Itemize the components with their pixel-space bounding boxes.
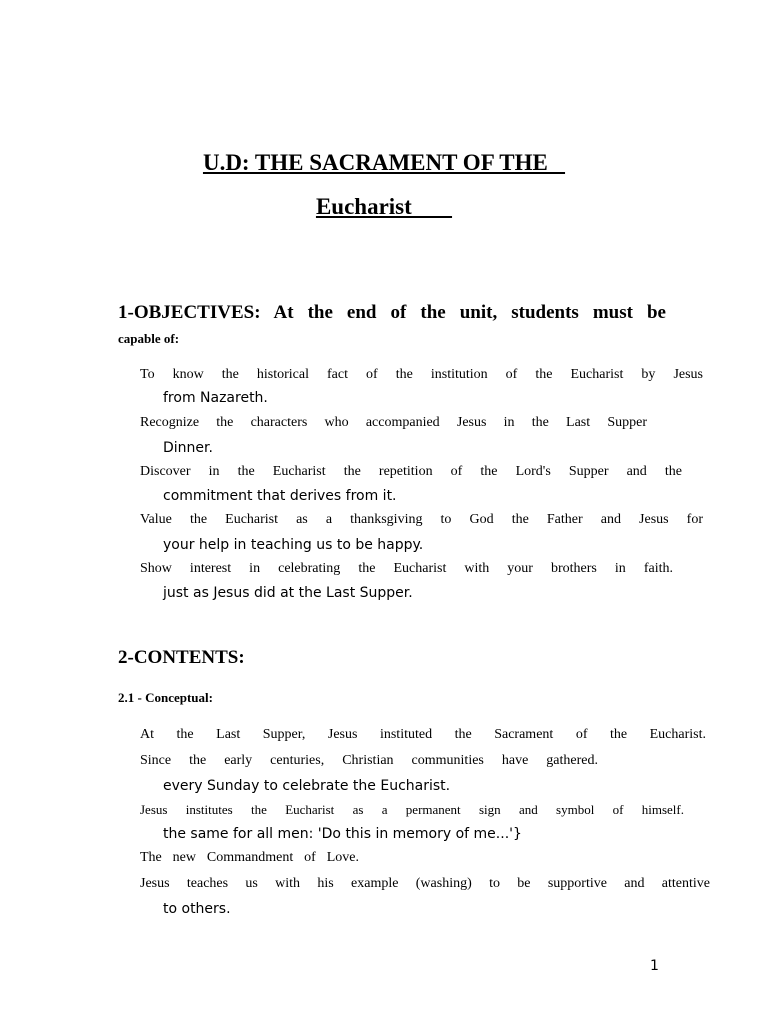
objective-4-line-2: your help in teaching us to be happy. xyxy=(163,537,424,553)
content-line-4: Jesus institutes the Eucharist as a permanent sign and symbol of himself. xyxy=(140,802,684,817)
document-title-line-1: U.D: THE SACRAMENT OF THE xyxy=(202,150,566,175)
conceptual-subheading: 2.1 - Conceptual: xyxy=(118,690,213,705)
objectives-heading: 1-OBJECTIVES: At the end of the unit, students must be xyxy=(118,302,666,323)
objective-3-line-1: Discover in the Eucharist the repetition of the Lord's Supper and the xyxy=(140,464,682,479)
content-line-2: Since the early centuries, Christian communities have gathered. xyxy=(140,753,598,768)
objective-5-line-2: just as Jesus did at the Last Supper. xyxy=(163,585,413,601)
document-title-line-2: Eucharist xyxy=(315,194,453,219)
contents-heading: 2-CONTENTS: xyxy=(118,647,245,668)
content-line-8: to others. xyxy=(163,901,231,917)
content-line-6: The new Commandment of Love. xyxy=(140,850,359,865)
objective-2-line-2: Dinner. xyxy=(163,440,213,456)
objective-3-line-2: commitment that derives from it. xyxy=(163,488,397,504)
content-line-3: every Sunday to celebrate the Eucharist. xyxy=(163,778,451,794)
page-number: 1 xyxy=(650,958,659,974)
objective-2-line-1: Recognize the characters who accompanied Jesus in the Last Supper xyxy=(140,415,647,430)
content-line-7: Jesus teaches us with his example (washing) to be supportive and attentive xyxy=(140,876,710,891)
objective-5-line-1: Show interest in celebrating the Eucharist with your brothers in faith. xyxy=(140,561,673,576)
content-line-1: At the Last Supper, Jesus instituted the Sacrament of the Eucharist. xyxy=(140,727,706,742)
content-line-5: the same for all men: 'Do this in memory of me...'} xyxy=(163,826,522,842)
objective-1-line-2: from Nazareth. xyxy=(163,390,268,406)
objective-1-line-1: To know the historical fact of the institution of the Eucharist by Jesus xyxy=(140,367,703,382)
objectives-heading-continuation: capable of: xyxy=(118,331,180,346)
objective-4-line-1: Value the Eucharist as a thanksgiving to God the Father and Jesus for xyxy=(140,512,703,527)
